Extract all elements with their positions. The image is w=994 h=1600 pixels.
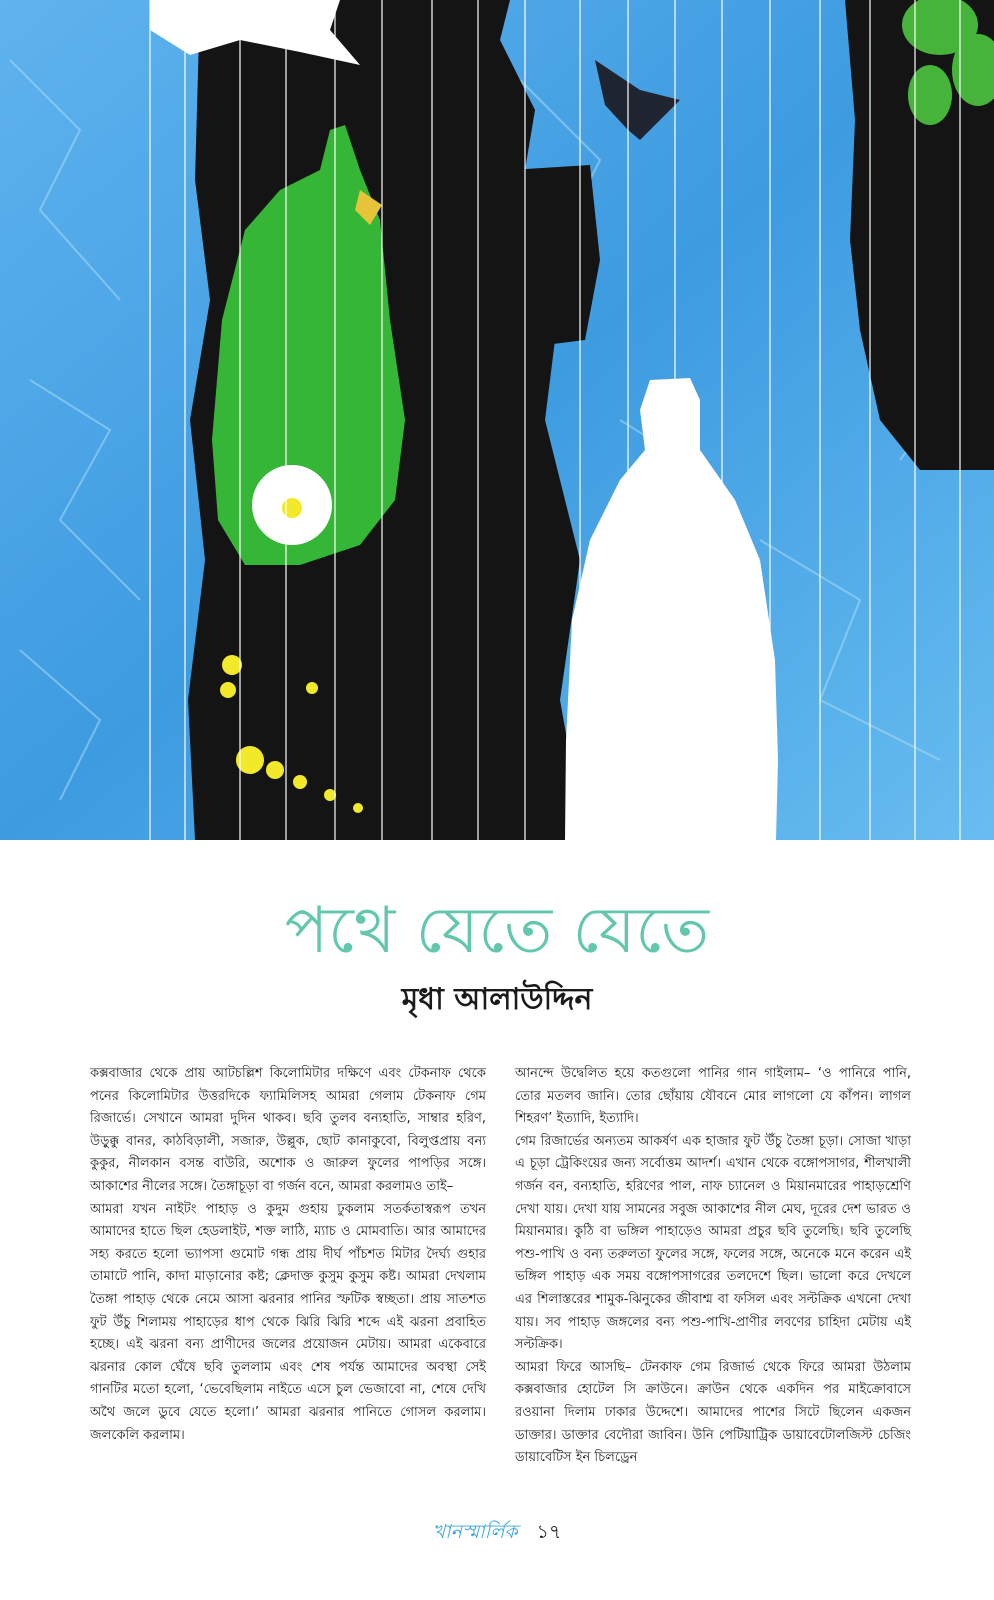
body-column-right [515,1063,911,1470]
page-footer [0,1518,994,1550]
page-number: ১৭ [536,1521,562,1543]
paragraph: কক্সবাজার থেকে প্রায় আটচল্লিশ কিলোমিটার দক্ষিণে এবং টেকনাফ থেকে পনের কিলোমিটার উত্তরদিকে ফ্যামিলিসহ আমরা গেলাম টেকনাফ গেম রিজার্ভে। সেখানে আমরা দুদিন থাকব। ছবি তুলব বন্যহাতি, সাম্বার হরিণ, উড়ুক্কু বানর, কাঠবিড়ালী, সজারু, উল্লুক, ছোট কানাকুবো, বিলুপ্তপ্রায় বন্য কুকুর, নীলকান বসন্ত বাউরি, অশোক ও জারুল ফুলের পাপড়ির সঙ্গে। আকাশের নীলের সঙ্গে। তৈঙ্গাচূড়া বা গর্জন বনে, আমরা করলামও তাই– [90,1066,486,1194]
article-author: মৃধা আলাউদ্দিন [401,982,593,1017]
paragraph: আমরা ফিরে আসছি– টেনকাফ গেম রিজার্ভ থেকে ফিরে আমরা উঠলাম কক্সবাজার হোটেল সি ক্রাউনে। ক্রাউন থেকে একদিন পর মাইক্রোবাসে রওয়ানা দিলাম ঢাকার উদ্দেশে। আমাদের পাশের সিটে ছিলেন একজন ডাক্তার। ডাক্তার বেদৌরা জাবিন। উনি পেটিয়াট্রিক ডায়াবেটোলজিস্ট চেজিং ডায়াবেটিস ইন চিলড্রেন [515,1359,911,1466]
paragraph: গেম রিজার্ভের অন্যতম আকর্ষণ এক হাজার ফুট উঁচু তৈঙ্গা চূড়া। সোজা খাড়া এ চূড়া ট্রেকিংয়ের জন্য সর্বোত্তম আদর্শ। এখান থেকে বঙ্গোপসাগর, শীলখালী গর্জন বন, বন্যহাতি, হরিণের পাল, নাফ চ্যানেল ও মিয়ানমারের পাহাড়শ্রেণি দেখা যায়। দেখা যায় সামনের সবুজ আকাশের নীল মেঘ, দূরের দেশ ভারত ও মিয়ানমার। কুঠি বা ভঙ্গিল পাহাড়েও আমরা প্রচুর ছবি তুলেছি। ছবি তুলেছি পশু-পাখি ও বন্য তরুলতা ফুলের সঙ্গে, ফলের সঙ্গে, অনেকে মনে করেন এই ভঙ্গিল পাহাড় এক সময় বঙ্গোপসাগরের তলদেশে ছিল। ভালো করে দেখলে এর শিলাস্তরের শামুক-ঝিনুকের জীবাশ্ম বা ফসিল এবং সল্টক্রিক এখনো দেখা যায়। সব পাহাড় জঙ্গলের বন্য পশু-পাখি-প্রাণীর লবণের চাহিদা মেটায় এই সল্টক্রিক। [515,1133,911,1353]
article-title: পথে যেতে যেতে [284,894,710,968]
paragraph: আনন্দে উদ্বেলিত হয়ে কতগুলো পানির গান গাইলাম– ‘ও পানিরে পানি, তোর মতলব জানি। তোর ছোঁয়ায় যৌবনে মোর লাগলো যে কাঁপন। লাগল শিহরণ’ ইত্যাদি, ইত্যাদি। [515,1066,911,1127]
magazine-name: খানস্মার্লিক [432,1521,518,1543]
paragraph: আমরা যখন নাইটং পাহাড় ও কুদুম গুহায় ঢুকলাম সতর্কতাস্বরূপ তখন আমাদের হাতে ছিল হেডলাইট, শক্ত লাঠি, ম্যাচ ও মোমবাতি। আর আমাদের সহ্য করতে হলো ভ্যাপসা গুমোট গন্ধ প্রায় দীর্ঘ পাঁচশত মিটার দৈর্ঘ্য গুহার তামাটে পানি, কাদা মাড়ানোর কষ্ট; ক্লেদাক্ত কুসুম কুসুম কষ্ট। আমরা দেখলাম তৈঙ্গা পাহাড় থেকে নেমে আসা ঝরনার পানির স্ফটিক স্বচ্ছতা। প্রায় সাতশত ফুট উঁচু শিলাময় পাহাড়ের ধাপ থেকে ঝিরি ঝিরি শব্দে এই ঝরনা প্রবাহিত হচ্ছে। এই ঝরনা বন্য প্রাণীদের জলের প্রয়োজন মেটায়। আমরা একেবারে ঝরনার কোল ঘেঁষে ছবি তুললাম এবং শেষ পর্যন্ত আমাদের অবস্থা সেই গানটির মতো হলো, ‘ভেবেছিলাম নাইতে এসে চুল ভেজাবো না, শেষে দেখি অথৈ জলে ডুবে যেতে হলো।’ আমরা ঝরনার পানিতে গোসল করলাম। জলকেলি করলাম। [90,1201,486,1443]
body-column-left [90,1063,486,1447]
flower-yellow-center [282,498,302,518]
